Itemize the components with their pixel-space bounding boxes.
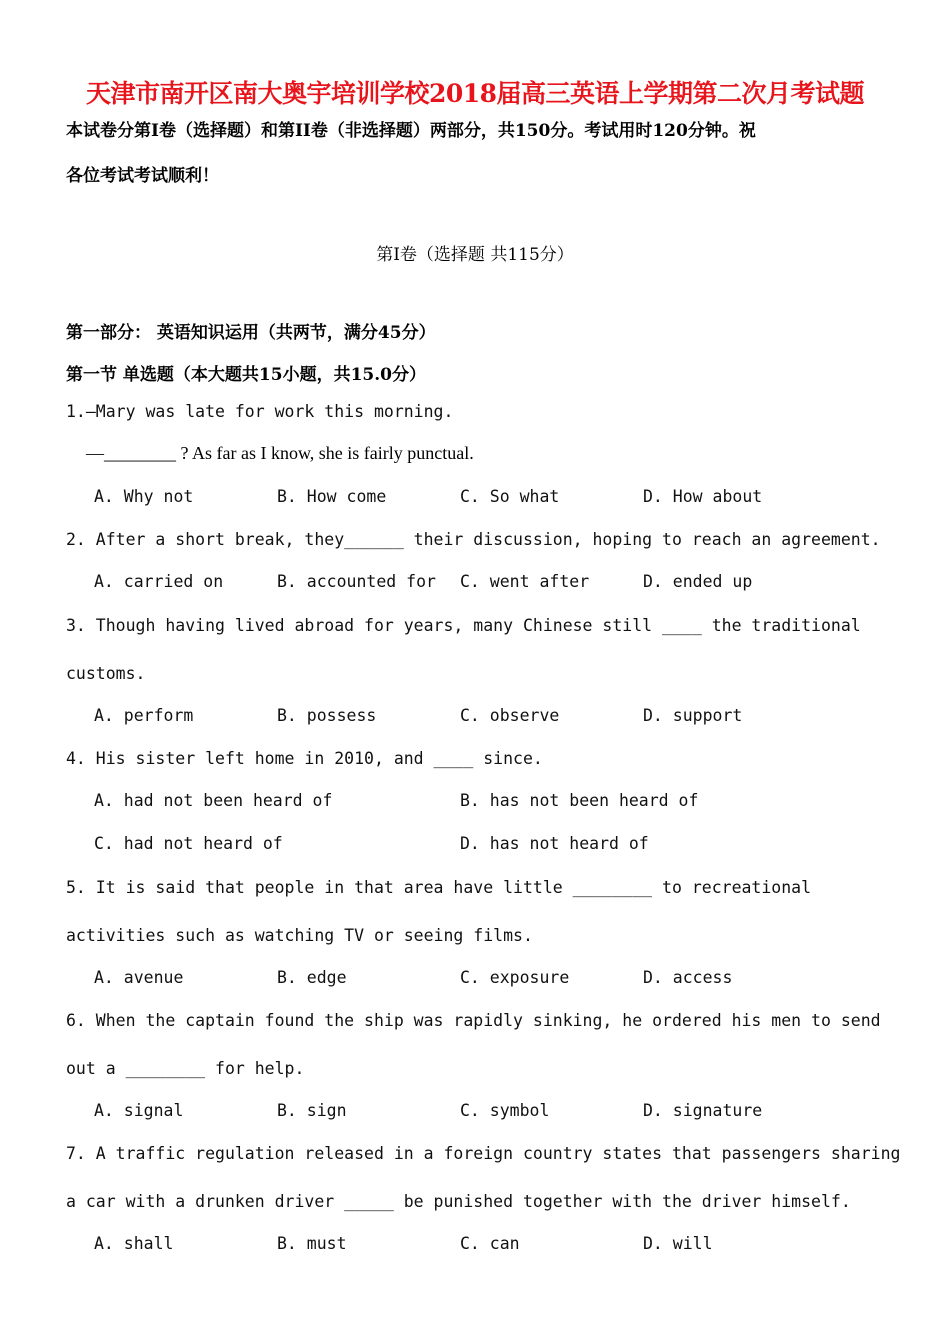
- question-7-option-b: B. must: [277, 1234, 347, 1253]
- question-3-line-2: customs.: [66, 664, 146, 683]
- question-2-option-b: B. accounted for: [277, 572, 436, 591]
- question-4-option-a: A. had not been heard of: [94, 791, 333, 810]
- volume-heading: 第I卷（选择题 共115分）: [376, 245, 574, 265]
- question-6-line-1: 6. When the captain found the ship was rapidly sinking, he ordered his men to send: [66, 1011, 881, 1030]
- part-heading: 第一部分： 英语知识运用（共两节，满分45分）: [66, 323, 436, 343]
- question-7-option-c: C. can: [460, 1234, 520, 1253]
- intro-line-2: 各位考试考试顺利！: [66, 166, 219, 186]
- page-title: 天津市南开区南大奥宇培训学校2018届高三英语上学期第二次月考试题: [85, 79, 865, 108]
- question-3-option-b: B. possess: [277, 706, 377, 725]
- question-3-option-d: D. support: [643, 706, 743, 725]
- question-5-option-c: C. exposure: [460, 968, 570, 987]
- question-6-option-d: D. signature: [643, 1101, 763, 1120]
- question-2-option-d: D. ended up: [643, 572, 753, 591]
- question-7-option-a: A. shall: [94, 1234, 174, 1253]
- question-3-option-a: A. perform: [94, 706, 194, 725]
- question-3-option-c: C. observe: [460, 706, 560, 725]
- question-1-option-c: C. So what: [460, 487, 560, 506]
- question-2-line-1: 2. After a short break, they______ their discussion, hoping to reach an agreement.: [66, 530, 881, 549]
- question-6-option-a: A. signal: [94, 1101, 184, 1120]
- question-7-line-1: 7. A traffic regulation released in a foreign country states that passengers sharing: [66, 1144, 901, 1163]
- question-2-option-c: C. went after: [460, 572, 590, 591]
- question-1-line-1: 1.—Mary was late for work this morning.: [66, 402, 454, 421]
- question-1-line-2: —________ ? As far as I know, she is fairly punctual.: [86, 443, 474, 463]
- question-5-option-a: A. avenue: [94, 968, 184, 987]
- question-5-option-b: B. edge: [277, 968, 347, 987]
- question-1-option-d: D. How about: [643, 487, 763, 506]
- question-5-option-d: D. access: [643, 968, 733, 987]
- question-6-line-2: out a ________ for help.: [66, 1059, 305, 1078]
- question-7-option-d: D. will: [643, 1234, 713, 1253]
- question-2-option-a: A. carried on: [94, 572, 224, 591]
- question-4-line-1: 4. His sister left home in 2010, and ____ since.: [66, 749, 543, 768]
- question-5-line-2: activities such as watching TV or seeing films.: [66, 926, 533, 945]
- section-heading: 第一节 单选题（本大题共15小题，共15.0分）: [66, 365, 426, 385]
- question-4-option-b: B. has not been heard of: [460, 791, 699, 810]
- question-1-option-a: A. Why not: [94, 487, 194, 506]
- question-4-option-d: D. has not heard of: [460, 834, 649, 853]
- question-6-option-c: C. symbol: [460, 1101, 550, 1120]
- question-3-line-1: 3. Though having lived abroad for years, many Chinese still ____ the traditional: [66, 616, 861, 635]
- question-7-line-2: a car with a drunken driver _____ be punished together with the driver himself.: [66, 1192, 851, 1211]
- question-4-option-c: C. had not heard of: [94, 834, 283, 853]
- question-5-line-1: 5. It is said that people in that area have little ________ to recreational: [66, 878, 812, 897]
- intro-line-1: 本试卷分第I卷（选择题）和第II卷（非选择题）两部分，共150分。考试用时120分钟。祝: [66, 121, 756, 141]
- question-1-option-b: B. How come: [277, 487, 387, 506]
- question-6-option-b: B. sign: [277, 1101, 347, 1120]
